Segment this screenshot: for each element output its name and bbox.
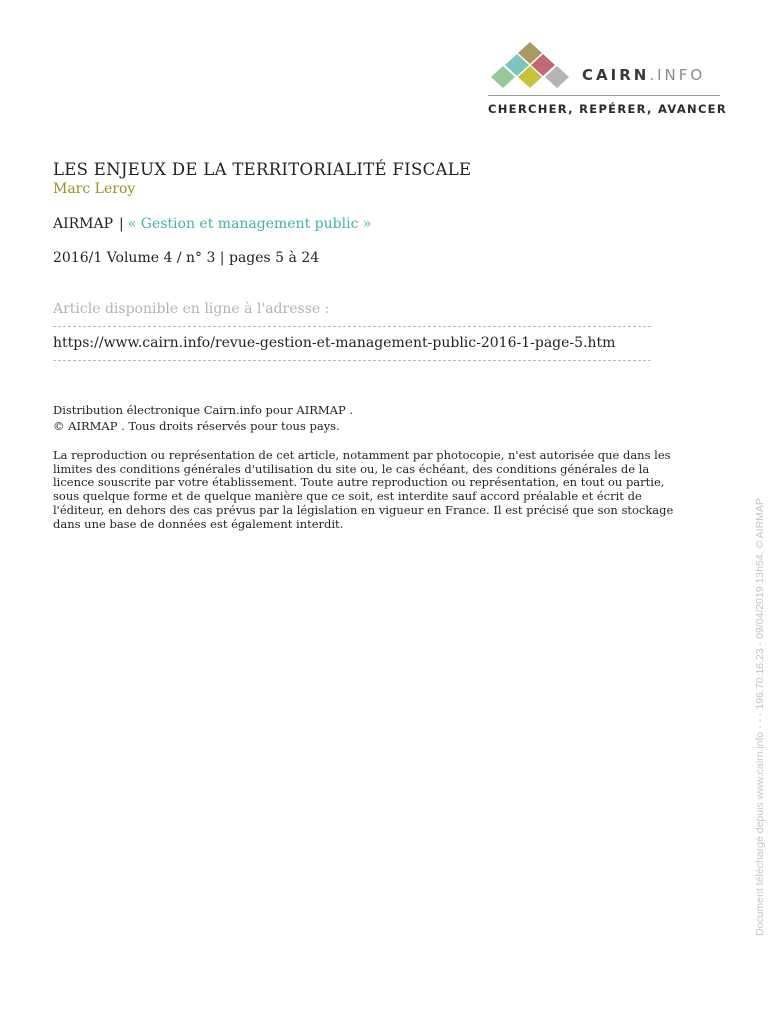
cairn-diamond-mark bbox=[486, 40, 570, 90]
article-title: LES ENJEUX DE LA TERRITORIALITÉ FISCALE bbox=[53, 160, 472, 179]
legal-notice bbox=[53, 449, 721, 531]
distribution-line: Distribution électronique Cairn.info pour AIRMAP . bbox=[53, 403, 354, 417]
dashed-divider-bottom bbox=[53, 360, 651, 361]
logo-divider bbox=[488, 95, 720, 96]
journal-line bbox=[53, 216, 371, 232]
dashed-divider-top bbox=[53, 326, 651, 327]
legal-line: dans une base de données est également interdit. bbox=[53, 516, 344, 531]
journal-separator: | bbox=[119, 216, 124, 232]
legal-line: l'éditeur, en dehors des cas prévus par la législation en vigueur en France. Il est précisé que son stockage bbox=[53, 502, 674, 517]
download-watermark: Document téléchargé depuis www.cairn.info - - - 196.70.16.23 - 09/04/2019 13h54. © AIRMAP bbox=[754, 498, 766, 936]
cairn-logo bbox=[486, 40, 727, 120]
legal-line: limites des conditions générales d'utilisation du site ou, le cas échéant, des conditions générales de la bbox=[53, 461, 650, 476]
logo-word-suffix: .INFO bbox=[649, 66, 706, 84]
logo-wordmark bbox=[582, 66, 705, 84]
distribution-notice bbox=[53, 402, 353, 434]
article-url[interactable]: https://www.cairn.info/revue-gestion-et-management-public-2016-1-page-5.htm bbox=[53, 335, 616, 351]
availability-label: Article disponible en ligne à l'adresse : bbox=[53, 301, 330, 317]
logo-word-main: CAIRN bbox=[582, 66, 650, 84]
publisher-name: AIRMAP bbox=[53, 216, 114, 232]
legal-line: La reproduction ou représentation de cet article, notamment par photocopie, n'est autorisée que dans les bbox=[53, 448, 671, 462]
legal-line: licence souscrite par votre établissement. Toute autre reproduction ou représentation, en tout ou partie, bbox=[53, 475, 665, 490]
legal-line: sous quelque forme et de quelque manière que ce soit, est interdite sauf accord préalable et écrit de bbox=[53, 489, 642, 504]
issue-info: 2016/1 Volume 4 / n° 3 | pages 5 à 24 bbox=[53, 250, 320, 266]
copyright-line: © AIRMAP . Tous droits réservés pour tous pays. bbox=[53, 419, 340, 433]
article-author: Marc Leroy bbox=[53, 181, 136, 197]
logo-tagline: CHERCHER, REPÉRER, AVANCER bbox=[488, 102, 727, 116]
journal-link[interactable]: « Gestion et management public » bbox=[127, 216, 372, 232]
